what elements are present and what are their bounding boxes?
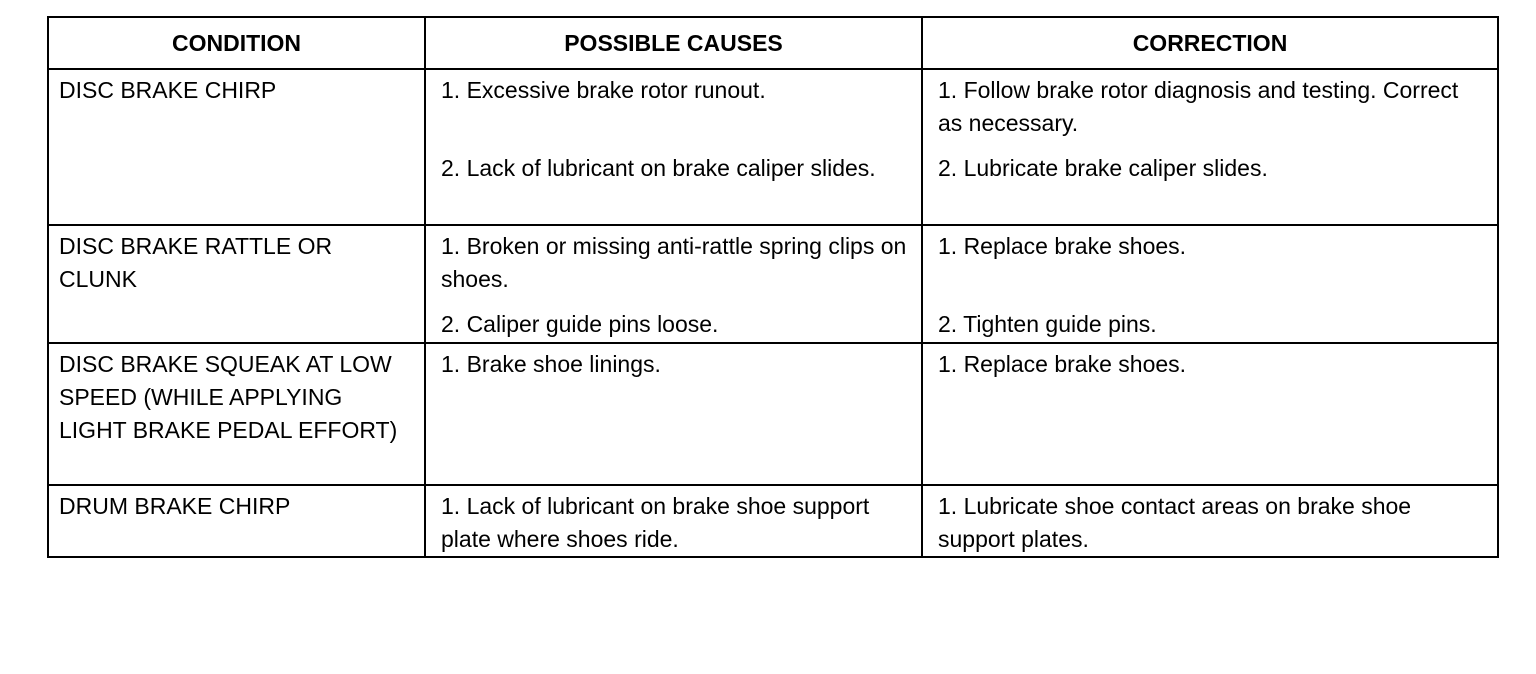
correction-cell	[922, 69, 1498, 225]
condition-cell: DRUM BRAKE CHIRP	[48, 485, 425, 557]
correction-item: 1. Replace brake shoes.	[938, 351, 1187, 377]
correction-item: 2. Tighten guide pins.	[938, 311, 1157, 337]
correction-item: 1. Lubricate shoe contact areas on brake shoe support plates.	[938, 493, 1412, 552]
causes-cell	[425, 225, 922, 343]
correction-item: 2. Lubricate brake caliper slides.	[938, 155, 1268, 181]
column-header-possible-causes: POSSIBLE CAUSES	[425, 17, 922, 69]
correction-cell	[922, 225, 1498, 343]
correction-cell	[922, 485, 1498, 557]
column-header-correction: CORRECTION	[922, 17, 1498, 69]
table-row	[48, 225, 1498, 343]
correction-item: 1. Replace brake shoes.	[938, 233, 1187, 259]
condition-cell: DISC BRAKE CHIRP	[48, 69, 425, 225]
correction-item: 1. Follow brake rotor diagnosis and testing. Correct as necessary.	[938, 77, 1459, 136]
cause-item: 2. Lack of lubricant on brake caliper slides.	[441, 155, 876, 181]
correction-cell	[922, 343, 1498, 485]
table-row	[48, 485, 1498, 557]
table-row	[48, 343, 1498, 485]
table-header-row	[48, 17, 1498, 69]
column-header-condition: CONDITION	[48, 17, 425, 69]
cause-item: 1. Excessive brake rotor runout.	[441, 77, 766, 103]
cause-item: 1. Lack of lubricant on brake shoe support plate where shoes ride.	[441, 493, 870, 552]
table-row	[48, 69, 1498, 225]
cause-item: 2. Caliper guide pins loose.	[441, 311, 719, 337]
cause-item: 1. Broken or missing anti-rattle spring clips on shoes.	[441, 233, 907, 292]
causes-cell	[425, 69, 922, 225]
condition-cell: DISC BRAKE SQUEAK AT LOW SPEED (WHILE APPLYING LIGHT BRAKE PEDAL EFFORT)	[48, 343, 425, 485]
cause-item: 1. Brake shoe linings.	[441, 351, 661, 377]
causes-cell	[425, 343, 922, 485]
brake-diagnosis-table	[47, 16, 1499, 558]
condition-cell: DISC BRAKE RATTLE OR CLUNK	[48, 225, 425, 343]
causes-cell	[425, 485, 922, 557]
